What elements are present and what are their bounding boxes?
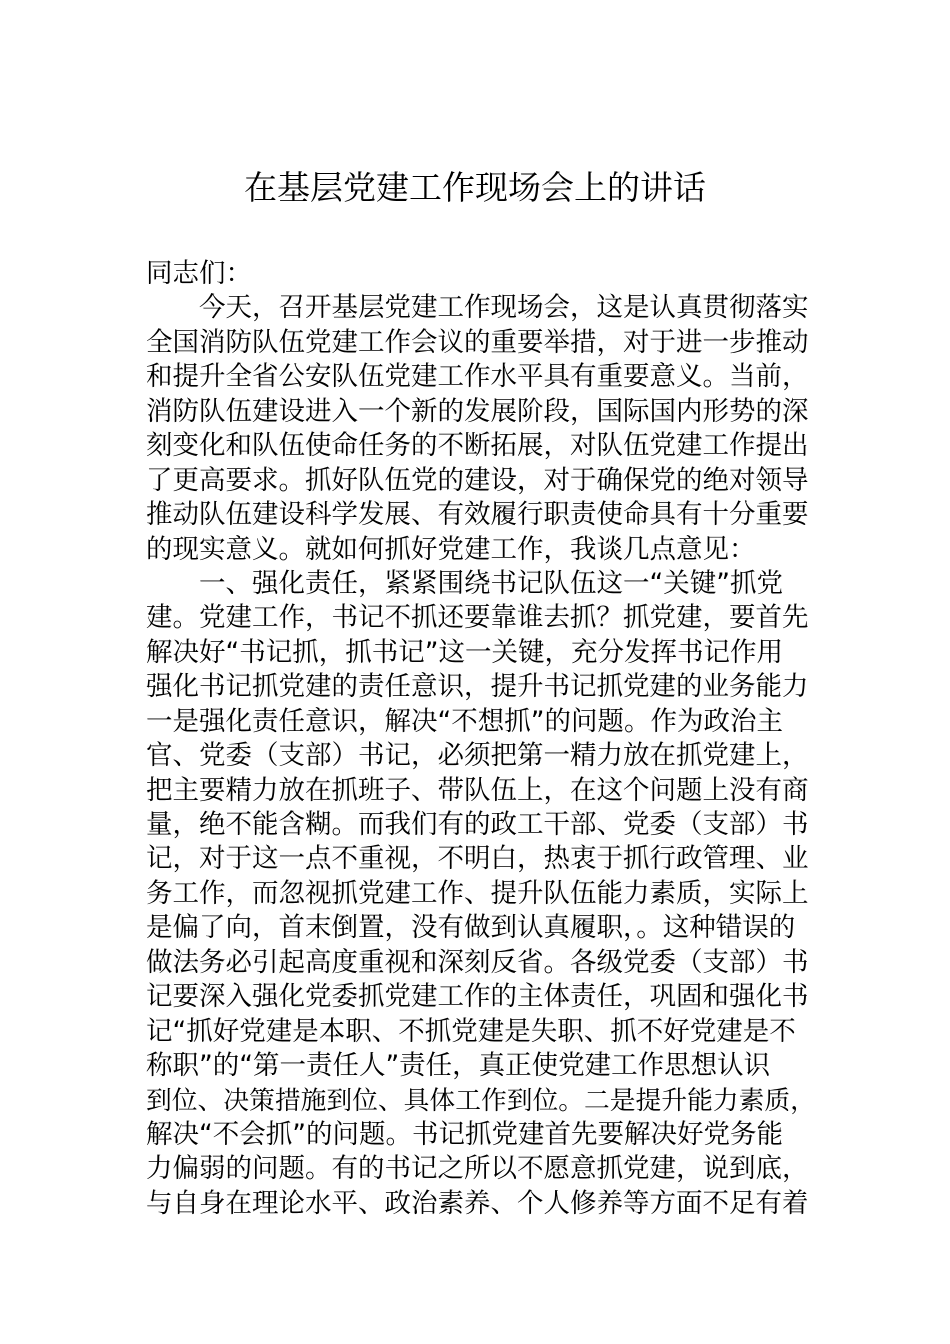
body-line: 官、党委（支部）书记，必须把第一精力放在抓党建上， [146, 740, 809, 772]
body-line: 强化书记抓党建的责任意识，提升书记抓党建的业务能力 [146, 671, 809, 703]
body-line: 务工作，而忽视抓党建工作、提升队伍能力素质，实际上 [146, 877, 809, 909]
body-line: 全国消防队伍党建工作会议的重要举措，对于进一步推动 [146, 326, 809, 358]
body-line: 记，对于这一点不重视，不明白，热衷于抓行政管理、业 [146, 843, 809, 875]
body-line: 的现实意义。就如何抓好党建工作，我谈几点意见： [146, 533, 756, 565]
body-line: 称职”的“第一责任人”责任，真正使党建工作思想认识 [146, 1050, 771, 1082]
body-line: 刻变化和队伍使命任务的不断拓展，对队伍党建工作提出 [146, 430, 809, 462]
body-line: 建。党建工作，书记不抓还要靠谁去抓？抓党建，要首先 [146, 602, 809, 634]
body-line: 力偏弱的问题。有的书记之所以不愿意抓党建，说到底， [146, 1153, 809, 1185]
body-line: 同志们： [146, 258, 252, 289]
body-line: 量，绝不能含糊。而我们有的政工干部、党委（支部）书 [146, 809, 809, 840]
body-line: 到位、决策措施到位、具体工作到位。二是提升能力素质， [146, 1085, 816, 1116]
document-title: 在基层党建工作现场会上的讲话 [244, 168, 706, 207]
body-line: 解决好“书记抓，抓书记”这一关键，充分发挥书记作用 [146, 636, 783, 668]
document-body [146, 257, 816, 1221]
body-line: 了更高要求。抓好队伍党的建设，对于确保党的绝对领导 [146, 464, 809, 496]
body-line: 与自身在理论水平、政治素养、个人修养等方面不足有着 [146, 1187, 809, 1219]
body-line: 解决“不会抓”的问题。书记抓党建首先要解决好党务能 [146, 1118, 783, 1150]
body-line: 记“抓好党建是本职、不抓党建是失职、抓不好党建是不 [146, 1015, 796, 1047]
body-line: 推动队伍建设科学发展、有效履行职责使命具有十分重要 [146, 499, 809, 531]
body-line: 一是强化责任意识，解决“不想抓”的问题。作为政治主 [146, 705, 783, 737]
body-line: 和提升全省公安队伍党建工作水平具有重要意义。当前， [146, 361, 809, 393]
body-line: 消防队伍建设进入一个新的发展阶段，国际国内形势的深 [146, 395, 809, 427]
body-line: 记要深入强化党委抓党建工作的主体责任，巩固和强化书 [146, 981, 809, 1013]
body-line: 今天，召开基层党建工作现场会，这是认真贯彻落实 [199, 292, 809, 324]
body-line: 做法务必引起高度重视和深刻反省。各级党委（支部）书 [146, 946, 809, 978]
body-line: 把主要精力放在抓班子、带队伍上，在这个问题上没有商 [146, 774, 809, 806]
body-line: 一、强化责任，紧紧围绕书记队伍这一“关键”抓党 [199, 567, 783, 599]
body-line: 是偏了向，首末倒置，没有做到认真履职，。这种错误的 [146, 912, 796, 944]
